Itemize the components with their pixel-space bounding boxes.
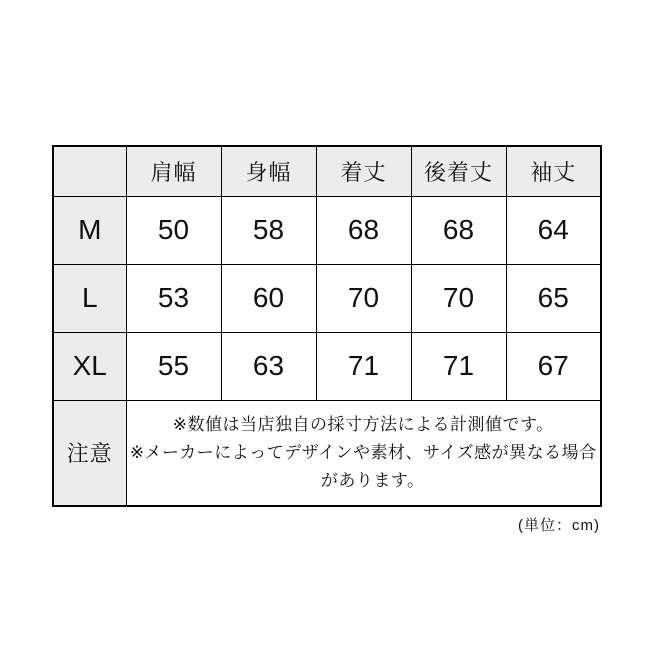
size-label-l: L xyxy=(53,264,126,332)
note-line-measurement: ※数値は当店独自の採寸方法による計測値です。 xyxy=(172,414,554,434)
column-header-body-width: 身幅 xyxy=(221,146,316,196)
measurement-cell: 68 xyxy=(316,196,411,264)
measurement-cell: 71 xyxy=(411,332,506,400)
measurement-cell: 70 xyxy=(316,264,411,332)
column-header-shoulder-width: 肩幅 xyxy=(126,146,221,196)
table-row-m xyxy=(53,196,601,264)
measurement-cell: 70 xyxy=(411,264,506,332)
column-header-sleeve-length: 袖丈 xyxy=(506,146,601,196)
table-row-l xyxy=(53,264,601,332)
measurement-cell: 58 xyxy=(221,196,316,264)
measurement-cell: 55 xyxy=(126,332,221,400)
measurement-cell: 65 xyxy=(506,264,601,332)
column-header-length: 着丈 xyxy=(316,146,411,196)
note-label: 注意 xyxy=(53,400,126,506)
column-header-back-length: 後着丈 xyxy=(411,146,506,196)
note-line-maker: ※メーカーによってデザインや素材、サイズ感が異なる場合があります。 xyxy=(129,442,597,490)
notes-cell xyxy=(126,400,601,506)
unit-note: (単位：cm) xyxy=(518,517,600,534)
measurement-cell: 71 xyxy=(316,332,411,400)
header-row xyxy=(53,146,601,196)
measurement-cell: 50 xyxy=(126,196,221,264)
table-row-xl xyxy=(53,332,601,400)
measurement-cell: 64 xyxy=(506,196,601,264)
measurement-cell: 53 xyxy=(126,264,221,332)
measurement-cell: 68 xyxy=(411,196,506,264)
measurement-cell: 60 xyxy=(221,264,316,332)
size-chart-table xyxy=(52,145,602,507)
corner-cell xyxy=(53,146,126,196)
notes-row xyxy=(53,400,601,506)
size-label-xl: XL xyxy=(53,332,126,400)
measurement-cell: 67 xyxy=(506,332,601,400)
measurement-cell: 63 xyxy=(221,332,316,400)
size-label-m: M xyxy=(53,196,126,264)
